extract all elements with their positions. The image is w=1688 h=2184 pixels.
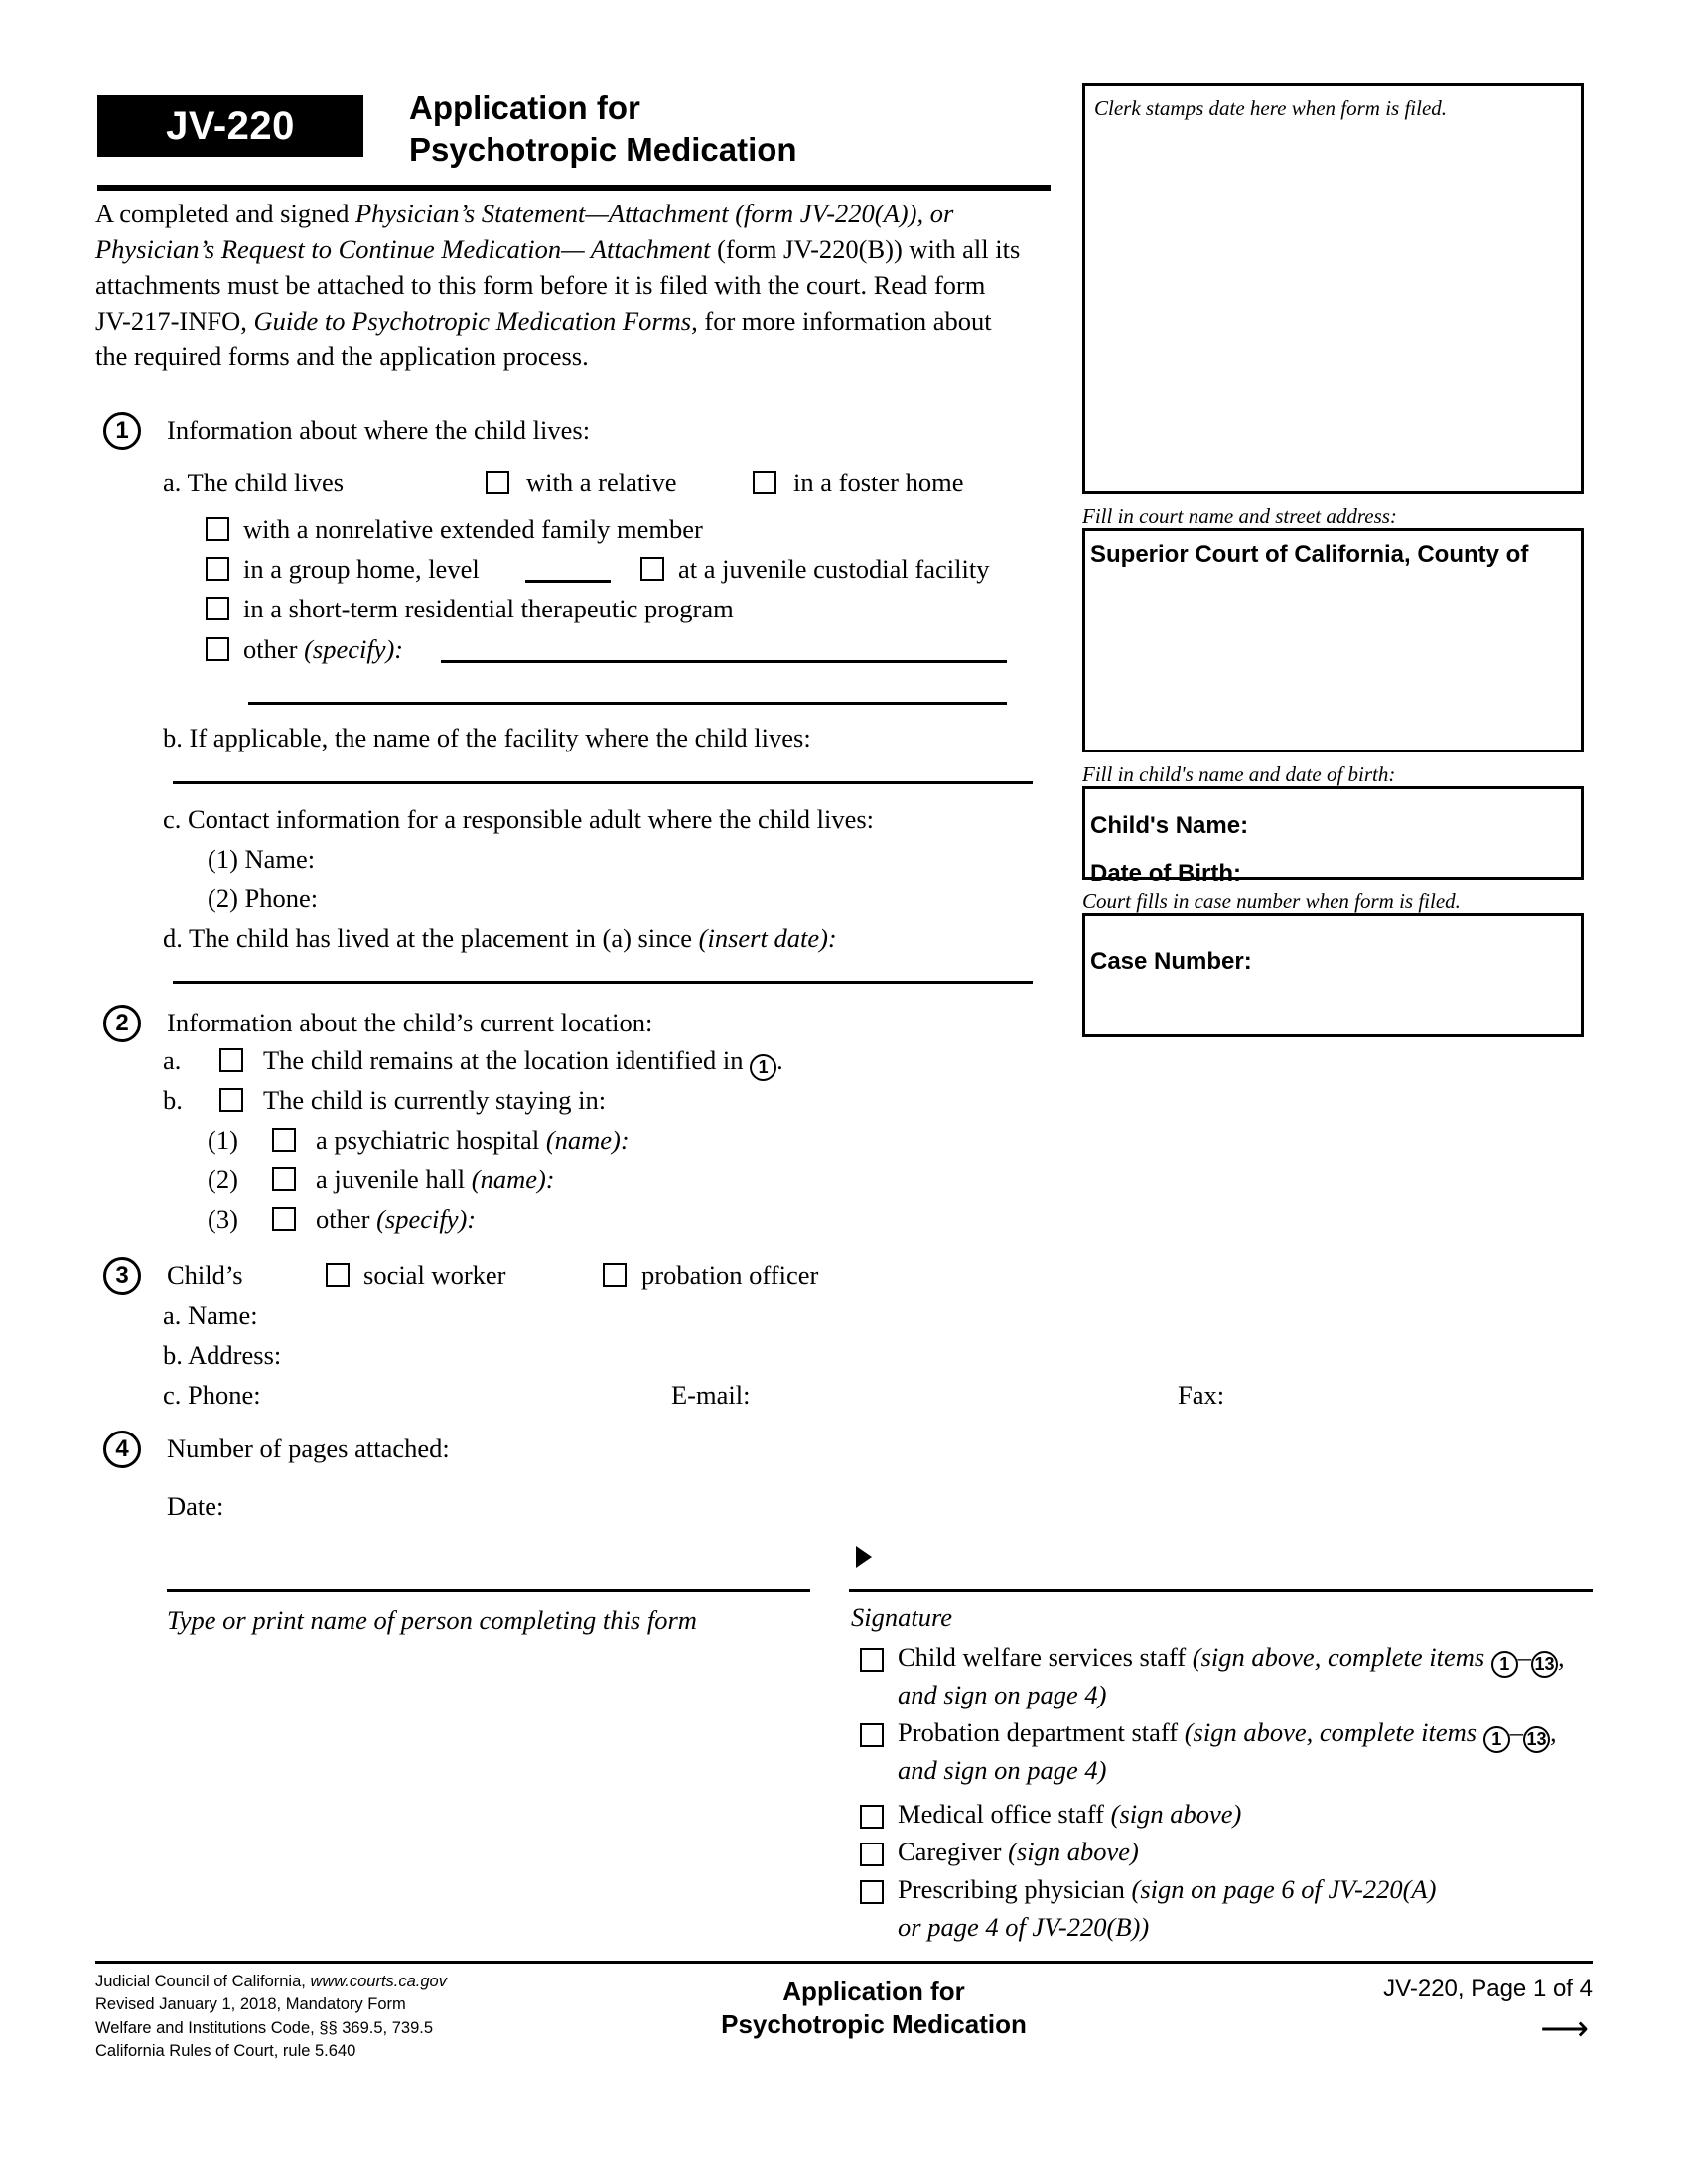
intro-seg-5: for more information about the required forms and the application process. xyxy=(95,305,992,371)
checkbox-remains-at-location[interactable] xyxy=(219,1048,243,1072)
signature-label: Signature xyxy=(851,1602,953,1632)
label-caregiver-text: Caregiver xyxy=(898,1837,1002,1866)
checkbox-caregiver[interactable] xyxy=(860,1843,884,1866)
item-1d-insert-date: (insert date): xyxy=(698,923,837,953)
checkbox-foster-home[interactable] xyxy=(753,471,776,494)
label-other-location-specify: (specify): xyxy=(376,1204,477,1234)
checkbox-with-relative[interactable] xyxy=(486,471,509,494)
footer-center-line2: Psychotropic Medication xyxy=(721,2009,1027,2040)
label-medical-office-staff xyxy=(898,1797,1241,1831)
child-name-label: Child's Name: xyxy=(1090,812,1249,839)
footer-center-line1: Application for xyxy=(782,1977,965,2006)
inline-circle-pd-13: 13 xyxy=(1523,1726,1550,1753)
footer-left-line1 xyxy=(95,1971,447,1993)
label-other-placement xyxy=(243,632,403,666)
label-caregiver-note: (sign above) xyxy=(1008,1837,1139,1866)
signature-line[interactable] xyxy=(849,1589,1593,1592)
label-prescribing-physician-note-a: (sign on page 6 of JV-220(A) xyxy=(1131,1874,1437,1904)
label-remains-text: The child remains at the location identified in xyxy=(263,1045,744,1075)
item-1a-label: a. The child lives xyxy=(163,468,345,497)
label-child-welfare-staff xyxy=(898,1640,1583,1712)
label-social-worker: social worker xyxy=(363,1260,506,1290)
footer-left-line4: California Rules of Court, rule 5.640 xyxy=(95,2042,356,2061)
checkbox-juvenile-hall[interactable] xyxy=(272,1167,296,1191)
label-probation-staff-note-a: (sign above, complete items xyxy=(1184,1717,1477,1747)
item-1c1-name-label: (1) Name: xyxy=(208,844,316,874)
inline-circle-pd-1: 1 xyxy=(1483,1726,1510,1753)
item-3c-phone-label: c. Phone: xyxy=(163,1380,261,1410)
page-title-line1: Application for xyxy=(409,89,640,126)
footer-left xyxy=(95,1971,447,2064)
item-1c2-phone-label: (2) Phone: xyxy=(208,884,319,913)
inline-circle-cw-1: 1 xyxy=(1491,1651,1518,1678)
page-title-line2: Psychotropic Medication xyxy=(409,130,797,168)
footer-divider xyxy=(95,1961,1593,1964)
label-nonrelative-extended-family: with a nonrelative extended family member xyxy=(243,514,703,544)
item-4-number: 4 xyxy=(103,1431,141,1468)
intro-seg-0: A completed and signed xyxy=(95,199,355,228)
checkbox-probation-officer[interactable] xyxy=(603,1263,627,1287)
checkbox-nonrelative-extended-family[interactable] xyxy=(206,517,229,541)
label-other-placement-specify: (specify): xyxy=(304,634,404,664)
label-remains-at-location xyxy=(263,1043,783,1081)
group-home-level-input[interactable] xyxy=(525,580,611,583)
label-prescribing-physician-text: Prescribing physician xyxy=(898,1874,1125,1904)
label-prescribing-physician-note-b: or page 4 of JV-220(B)) xyxy=(898,1912,1150,1942)
dash-cw: – xyxy=(1517,1642,1532,1672)
footer-center xyxy=(635,1976,1112,2042)
label-other-placement-text: other xyxy=(243,634,298,664)
label-probation-department-staff xyxy=(898,1715,1583,1788)
label-caregiver xyxy=(898,1835,1139,1868)
intro-seg-4: Guide to Psychotropic Medication Forms, xyxy=(253,305,698,336)
item-2b3-marker: (3) xyxy=(208,1204,238,1234)
label-psychiatric-hospital-name: (name): xyxy=(545,1125,630,1155)
checkbox-psychiatric-hospital[interactable] xyxy=(272,1128,296,1152)
intro-seg-1: Physician’s Statement—Attachment xyxy=(355,199,729,228)
checkbox-child-welfare-staff[interactable] xyxy=(860,1648,884,1672)
signature-pointer-icon xyxy=(856,1546,872,1568)
item-2-number: 2 xyxy=(103,1005,141,1042)
label-medical-office-staff-text: Medical office staff xyxy=(898,1799,1104,1829)
inline-circle-item1-ref: 1 xyxy=(750,1054,776,1081)
item-3-heading: Child’s xyxy=(167,1260,243,1290)
print-name-caption: Type or print name of person completing this form xyxy=(167,1605,697,1635)
dash-pd: – xyxy=(1509,1717,1523,1747)
label-psychiatric-hospital-text: a psychiatric hospital xyxy=(316,1125,540,1155)
item-3a-name-label: a. Name: xyxy=(163,1300,258,1330)
label-other-location-text: other xyxy=(316,1204,370,1234)
item-1d-input[interactable] xyxy=(173,981,1033,984)
footer-left-line3: Welfare and Institutions Code, §§ 369.5, 739.5 xyxy=(95,2018,434,2037)
clerk-stamp-label: Clerk stamps date here when form is filed. xyxy=(1094,96,1448,120)
label-child-welfare-staff-text: Child welfare services staff xyxy=(898,1642,1187,1672)
checkbox-currently-staying[interactable] xyxy=(219,1088,243,1112)
label-foster-home: in a foster home xyxy=(793,468,964,497)
checkbox-other-location[interactable] xyxy=(272,1207,296,1231)
child-info-label: Fill in child's name and date of birth: xyxy=(1082,762,1396,786)
label-prescribing-physician xyxy=(898,1872,1436,1906)
item-1d-label xyxy=(163,921,837,955)
checkbox-prescribing-physician[interactable] xyxy=(860,1880,884,1904)
intro-paragraph xyxy=(95,197,1024,375)
label-juvenile-hall xyxy=(316,1162,555,1196)
date-of-birth-label: Date of Birth: xyxy=(1090,860,1241,887)
label-group-home: in a group home, level xyxy=(243,554,480,584)
other-placement-input-1[interactable] xyxy=(441,660,1007,663)
item-1-heading: Information about where the child lives: xyxy=(167,415,591,445)
header-divider xyxy=(97,185,1051,191)
item-3-email-label: E-mail: xyxy=(671,1380,751,1410)
item-4-heading: Number of pages attached: xyxy=(167,1433,450,1463)
item-1-number: 1 xyxy=(103,412,141,450)
checkbox-other-placement[interactable] xyxy=(206,637,229,661)
item-1b-input[interactable] xyxy=(173,781,1033,784)
label-probation-staff-text: Probation department staff xyxy=(898,1717,1179,1747)
footer-page-number: JV-220, Page 1 of 4 xyxy=(1383,1976,1593,2002)
label-juvenile-hall-name: (name): xyxy=(471,1164,555,1194)
item-3-fax-label: Fax: xyxy=(1178,1380,1225,1410)
label-other-location xyxy=(316,1202,476,1236)
item-3-number: 3 xyxy=(103,1257,141,1295)
label-juvenile-custodial-facility: at a juvenile custodial facility xyxy=(678,554,990,584)
checkbox-strtp[interactable] xyxy=(206,597,229,620)
intro-seg-3: (form JV-220(B)) with all its attachments must be attached to this form before it is filed with the court. Read form JV-217-INFO, xyxy=(95,233,1021,336)
checkbox-medical-office-staff[interactable] xyxy=(860,1805,884,1829)
label-probation-officer: probation officer xyxy=(641,1260,819,1290)
item-2b1-marker: (1) xyxy=(208,1125,238,1155)
checkbox-group-home[interactable] xyxy=(206,557,229,581)
clerk-stamp-box xyxy=(1082,83,1584,494)
label-psychiatric-hospital xyxy=(316,1123,630,1157)
form-number-badge: JV-220 xyxy=(97,95,363,157)
label-remains-period: . xyxy=(776,1045,783,1075)
item-1b-label: b. If applicable, the name of the facility where the child lives: xyxy=(163,723,811,752)
label-strtp: in a short-term residential therapeutic program xyxy=(243,594,734,623)
case-number-caption: Court fills in case number when form is filed. xyxy=(1082,889,1461,913)
label-child-welfare-staff-note-a: (sign above, complete items xyxy=(1192,1642,1485,1672)
inline-circle-cw-13: 13 xyxy=(1531,1651,1558,1678)
checkbox-juvenile-custodial-facility[interactable] xyxy=(640,557,664,581)
label-child-welfare-staff-note-b: , and sign on page 4) xyxy=(898,1642,1565,1710)
case-number-label: Case Number: xyxy=(1090,948,1252,975)
label-currently-staying: The child is currently staying in: xyxy=(263,1085,607,1115)
item-2b2-marker: (2) xyxy=(208,1164,238,1194)
court-name-value: Superior Court of California, County of xyxy=(1090,541,1529,568)
label-with-relative: with a relative xyxy=(526,468,677,497)
label-medical-office-staff-note: (sign above) xyxy=(1110,1799,1242,1829)
footer-url: www.courts.ca.gov xyxy=(310,1973,447,1990)
other-placement-input-2[interactable] xyxy=(248,702,1007,705)
footer-council: Judicial Council of California, xyxy=(95,1973,311,1990)
item-1c-label: c. Contact information for a responsible adult where the child lives: xyxy=(163,804,875,834)
item-1d-text: d. The child has lived at the placement in (a) since xyxy=(163,923,693,953)
label-juvenile-hall-text: a juvenile hall xyxy=(316,1164,466,1194)
footer-left-line2: Revised January 1, 2018, Mandatory Form xyxy=(95,1995,406,2014)
item-2a-marker: a. xyxy=(163,1045,182,1075)
court-address-label: Fill in court name and street address: xyxy=(1082,504,1397,528)
print-name-line[interactable] xyxy=(167,1589,810,1592)
checkbox-social-worker[interactable] xyxy=(326,1263,350,1287)
item-3b-address-label: b. Address: xyxy=(163,1340,282,1370)
intro-seg-2: (form JV-220(A)), or Physician’s Request to Continue Medication— Attachment xyxy=(95,199,954,264)
next-page-arrow-icon: ⟶ xyxy=(1540,2011,1589,2048)
item-2b-marker: b. xyxy=(163,1085,183,1115)
checkbox-probation-department-staff[interactable] xyxy=(860,1723,884,1747)
label-probation-staff-note-b: , and sign on page 4) xyxy=(898,1717,1557,1786)
item-4-date-label: Date: xyxy=(167,1491,224,1521)
page-title xyxy=(409,87,985,170)
item-2-heading: Information about the child’s current location: xyxy=(167,1008,653,1037)
